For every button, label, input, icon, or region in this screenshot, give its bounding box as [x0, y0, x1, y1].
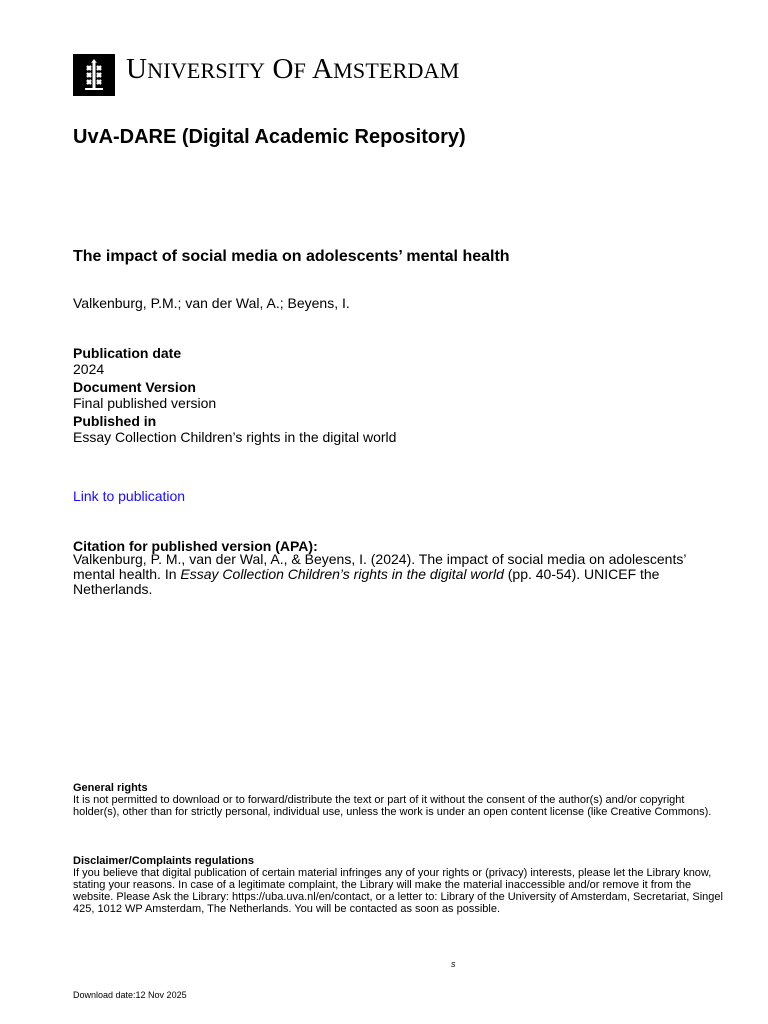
- citation-label: Citation for published version (APA):: [73, 538, 318, 554]
- university-name: UNIVERSITY OF AMSTERDAM: [126, 53, 460, 85]
- document-version-block: [73, 379, 693, 411]
- published-in-label: Published in: [73, 413, 157, 429]
- citation-part1: Valkenburg, P. M., van der Wal, A., & Beyens, I. (2024). The impact of social media on adolescents’ mental health. In: [73, 551, 686, 582]
- disclaimer-heading: Disclaimer/Complaints regulations: [73, 855, 254, 867]
- page-mark: s: [451, 959, 456, 969]
- disclaimer: [73, 855, 723, 915]
- university-logo: [73, 54, 115, 96]
- citation-italic: Essay Collection Children’s rights in the digital world: [180, 566, 504, 582]
- document-title: The impact of social media on adolescents’ mental health: [73, 248, 510, 265]
- repository-title: UvA-DARE (Digital Academic Repository): [73, 126, 466, 148]
- disclaimer-text: If you believe that digital publication of certain material infringes any of your rights or (privacy) interests, please let the Library know, stating your reasons. In case of a legitimate complaint, the Library will make the material inaccessible and/or remove it from the website. Please Ask the Library: https://uba.uva.nl/en/contact, or a letter to: Library of the University of Amsterdam, Secretariat, Singel 425, 1012 WP Amsterdam, The Netherlands. You will be contacted as soon as possible.: [73, 867, 723, 915]
- document-version-value: Final published version: [73, 395, 217, 411]
- publication-date-label: Publication date: [73, 345, 182, 361]
- general-rights-text: It is not permitted to download or to forward/distribute the text or part of it without the consent of the author(s) and/or copyright holder(s), other than for strictly personal, individual use, unless the work is under an open content license (like Creative Commons).: [73, 794, 712, 818]
- publication-date-block: [73, 345, 693, 377]
- link-to-publication[interactable]: Link to publication: [73, 488, 186, 504]
- download-date: Download date:12 Nov 2025: [73, 990, 187, 1000]
- published-in-value: Essay Collection Children’s rights in the digital world: [73, 429, 397, 445]
- authors: Valkenburg, P.M.; van der Wal, A.; Beyens, I.: [73, 295, 350, 311]
- uva-emblem-icon: [73, 54, 115, 96]
- citation-part2: (pp. 40-54). UNICEF the Netherlands.: [73, 566, 660, 597]
- general-rights-heading: General rights: [73, 782, 148, 794]
- citation-text: [73, 552, 703, 597]
- published-in-block: [73, 413, 693, 445]
- general-rights: [73, 782, 723, 818]
- document-version-label: Document Version: [73, 379, 196, 395]
- publication-date-value: 2024: [73, 361, 105, 377]
